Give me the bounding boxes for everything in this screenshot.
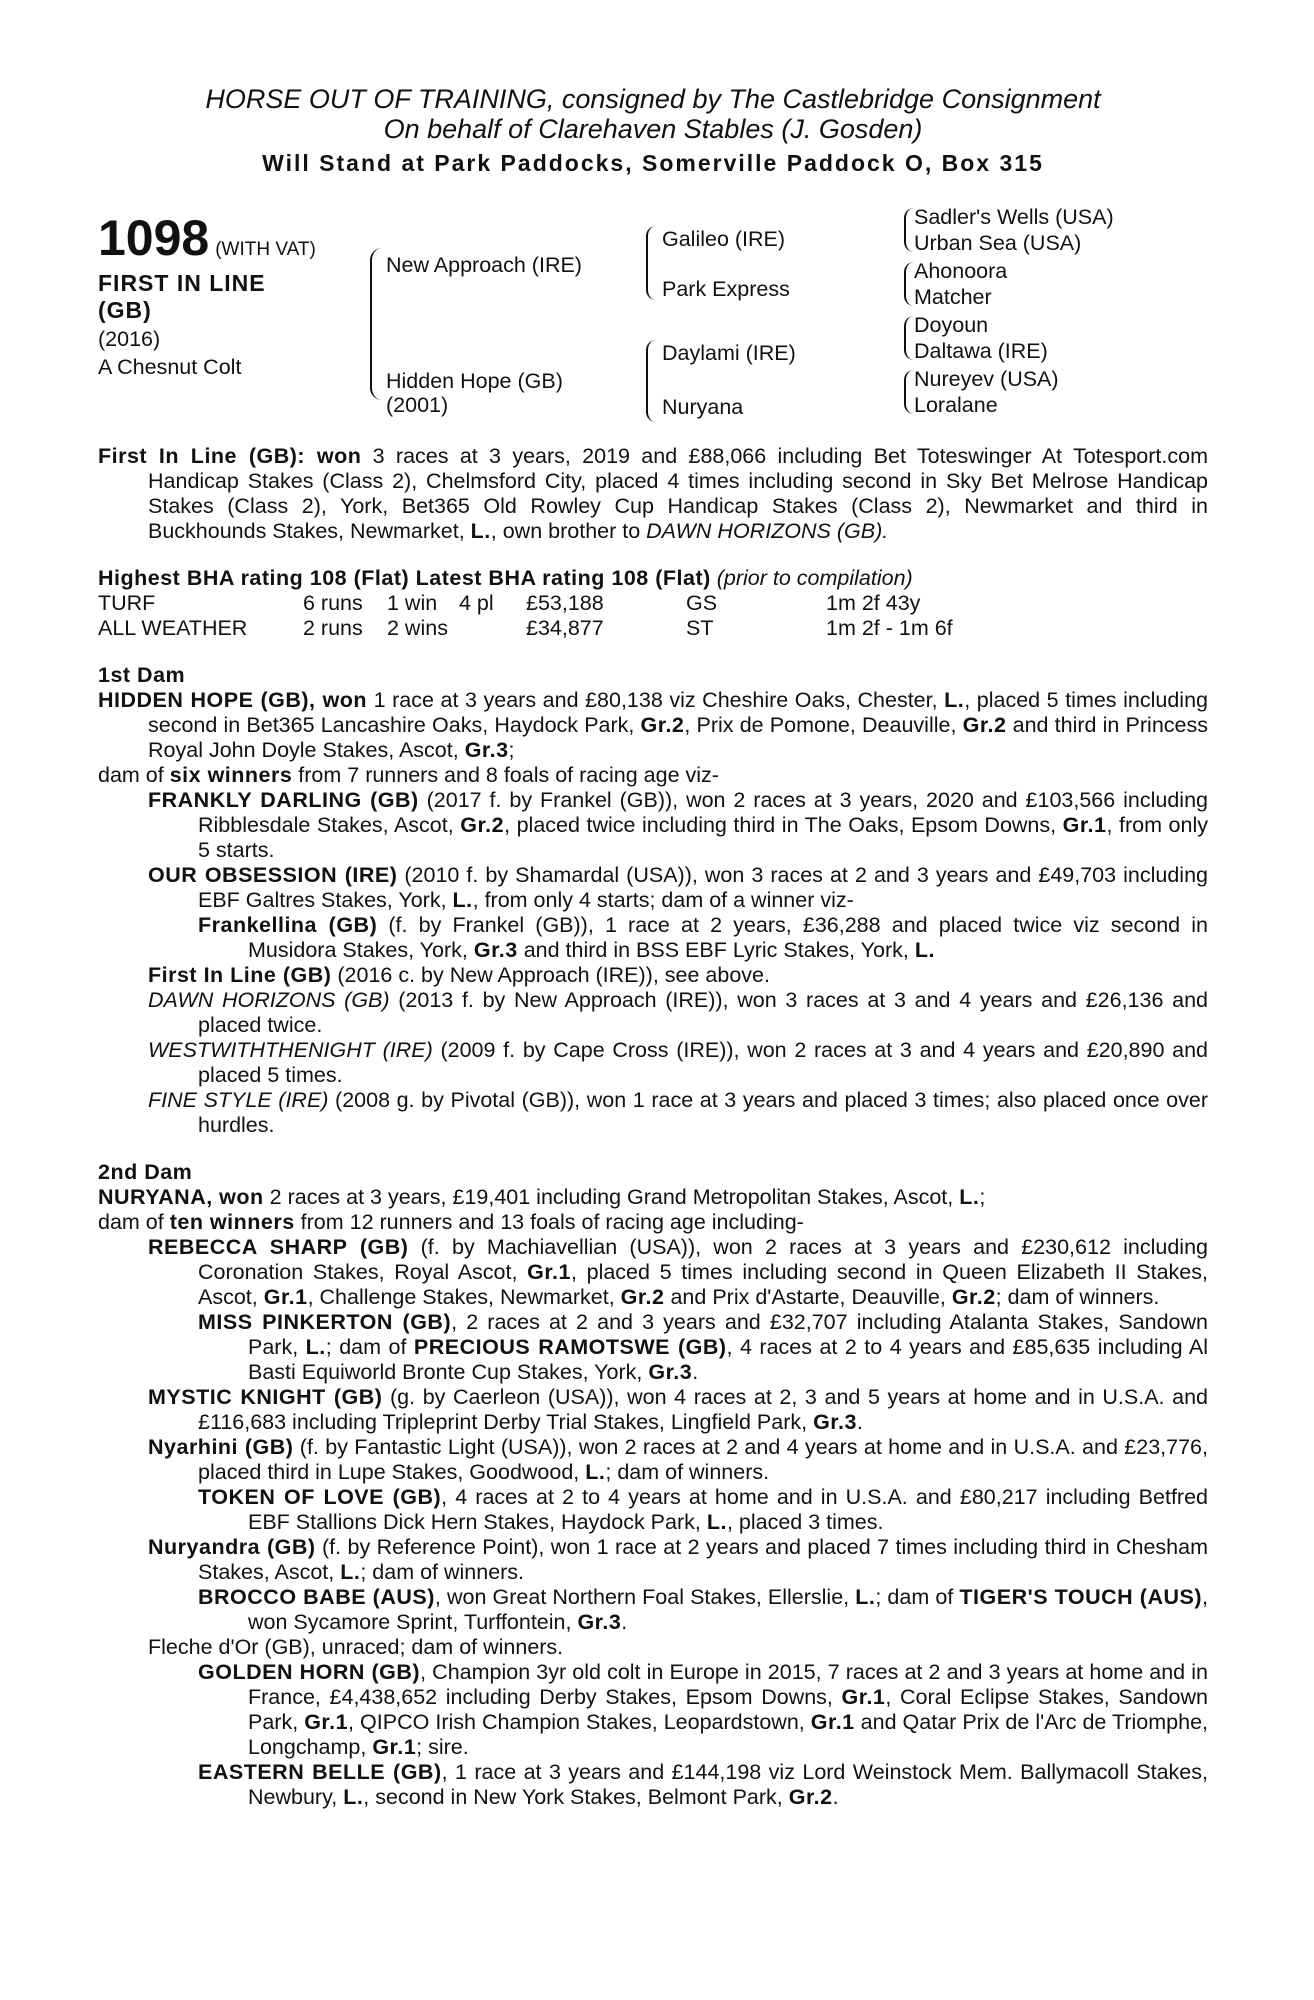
second-dam-record: NURYANA, won 2 races at 3 years, £19,401 including Grand Metropolitan Stakes, Ascot, L.; — [98, 1185, 986, 1209]
sire-sire: Galileo (IRE) — [662, 227, 786, 251]
list-item: EASTERN BELLE (GB), 1 race at 3 years and £144,198 viz Lord Weinstock Mem. Ballymacoll Stakes, Newbury, L., second in New York Stakes, Belmont Park, Gr.2. — [198, 1760, 1208, 1809]
dam-dam: Nuryana — [662, 395, 744, 419]
list-item: REBECCA SHARP (GB) (f. by Machiavellian (USA)), won 2 races at 3 years and £230,612 including Coronation Stakes, Royal Ascot, Gr.1, placed 5 times including second in Queen Elizabeth II Stakes, Ascot, Gr.1, Challenge Stakes, Newmarket, Gr.2 and Prix d'Astarte, Deauville, Gr.2; dam of winners. — [148, 1235, 1209, 1309]
dam-sire: Daylami (IRE) — [662, 341, 796, 365]
list-item: GOLDEN HORN (GB), Champion 3yr old colt in Europe in 2015, 7 races at 2 and 3 years at home and in France, £4,438,652 including Derby Stakes, Epsom Downs, Gr.1, Coral Eclipse Stakes, Sandown Park, Gr.1, QIPCO Irish Champion Stakes, Leopardstown, Gr.1 and Qatar Prix de l'Arc de Triomphe, Longchamp, Gr.1; sire. — [198, 1660, 1208, 1759]
lot-number: 1098 — [98, 210, 210, 266]
gs-bracket-2 — [904, 262, 914, 306]
sire-sire-dam: Urban Sea (USA) — [914, 231, 1082, 255]
ratings-block — [98, 566, 1208, 641]
dam-sire-sire: Doyoun — [914, 313, 989, 337]
list-item: MISS PINKERTON (GB), 2 races at 2 and 3 years and £32,707 including Atalanta Stakes, Sandown Park, L.; dam of PRECIOUS RAMOTSWE (GB), 4 races at 2 to 4 years and £85,635 including Al Basti Equiworld Bronte Cup Stakes, York, Gr.3. — [198, 1310, 1208, 1384]
list-item: FRANKLY DARLING (GB) (2017 f. by Frankel (GB)), won 2 races at 3 years, 2020 and £103,566 including Ribblesdale Stakes, Ascot, Gr.2, placed twice including third in The Oaks, Epsom Downs, Gr.1, from only 5 starts. — [148, 788, 1208, 862]
first-dam-heading: 1st Dam — [98, 663, 186, 687]
sire-sire-sire: Sadler's Wells (USA) — [914, 205, 1114, 229]
behalf-line: On behalf of Clarehaven Stables (J. Gosden) — [383, 114, 923, 144]
list-item: Frankellina (GB) (f. by Frankel (GB)), 1 race at 2 years, £36,288 and placed twice viz second in Musidora Stakes, York, Gr.3 and third in BSS EBF Lyric Stakes, York, L. — [198, 913, 1208, 962]
sire-dam: Park Express — [662, 277, 790, 301]
sire-bracket — [646, 226, 656, 300]
gs-bracket-4 — [904, 370, 914, 414]
rating-line: Highest BHA rating 108 (Flat) Latest BHA rating 108 (Flat) — [98, 566, 711, 590]
list-item: BROCCO BABE (AUS), won Great Northern Foal Stakes, Ellerslie, L.; dam of TIGER'S TOUCH (AUS), won Sycamore Sprint, Turffontein, Gr.3. — [198, 1585, 1209, 1634]
dam-sire-dam: Daltawa (IRE) — [914, 339, 1048, 363]
gs-bracket-3 — [904, 316, 914, 360]
list-item: Fleche d'Or (GB), unraced; dam of winners. — [148, 1635, 564, 1659]
list-item: MYSTIC KNIGHT (GB) (g. by Caerleon (USA)), won 4 races at 2, 3 and 5 years at home and in U.S.A. and £116,683 including Tripleprint Derby Trial Stakes, Lingfield Park, Gr.3. — [148, 1385, 1208, 1434]
second-dam-heading: 2nd Dam — [98, 1160, 193, 1184]
list-item: DAWN HORIZONS (GB) (2013 f. by New Approach (IRE)), won 3 races at 3 and 4 years and £26,136 and placed twice. — [148, 988, 1208, 1037]
vat-note: (WITH VAT) — [215, 239, 316, 260]
first-dam-section — [98, 663, 1208, 1138]
first-dam-record: HIDDEN HOPE (GB), won 1 race at 3 years and £80,138 viz Cheshire Oaks, Chester, L., placed 5 times including second in Bet365 Lancashire Oaks, Haydock Park, Gr.2, Prix de Pomone, Deauville, Gr.2 and third in Princess Royal John Doyle Stakes, Ascot, Gr.3; — [98, 688, 1208, 762]
list-item: Nuryandra (GB) (f. by Reference Point), won 1 race at 2 years and placed 7 times including third in Chesham Stakes, Ascot, L.; dam of winners. — [148, 1535, 1208, 1584]
dam-dam-dam: Loralane — [914, 393, 998, 417]
list-item: TOKEN OF LOVE (GB), 4 races at 2 to 4 years at home and in U.S.A. and £80,217 including Betfred EBF Stallions Dick Hern Stakes, Haydock Park, L., placed 3 times. — [198, 1485, 1208, 1534]
sire-dam-dam: Matcher — [914, 285, 992, 309]
race-summary: First In Line (GB): won 3 races at 3 years, 2019 and £88,066 including Bet Toteswinger At Totesport.com Handicap Stakes (Class 2), Chelmsford City, placed 4 times including second in Sky Bet Melrose Handicap Stakes (Class 2), York, Bet365 Old Rowley Cup Handicap Stakes (Class 2), Newmarket and third in Buckhounds Stakes, Newmarket, L., own brother to DAWN HORIZONS (GB). — [98, 444, 1208, 543]
pedigree-table — [98, 204, 1208, 444]
sire-dam-bracket — [370, 248, 382, 400]
stats-table — [98, 591, 953, 641]
table-row: ALL WEATHER 2 runs 2 wins £34,877 ST 1m 2f - 1m 6f — [98, 616, 953, 640]
gs-bracket-1 — [904, 208, 914, 252]
horse-description: A Chesnut Colt — [98, 355, 242, 379]
list-item: Nyarhini (GB) (f. by Fantastic Light (USA)), won 2 races at 2 and 4 years at home and in U.S.A. and £23,776, placed third in Lupe Stakes, Goodwood, L.; dam of winners. — [148, 1435, 1208, 1484]
list-item: WESTWITHTHENIGHT (IRE) (2009 f. by Cape Cross (IRE)), won 2 races at 3 and 4 years and £20,890 and placed 5 times. — [148, 1038, 1208, 1087]
dam-bracket — [646, 340, 656, 422]
catalogue-page — [98, 84, 1208, 1810]
table-row: TURF 6 runs 1 win 4 pl £53,188 GS 1m 2f 43y — [98, 591, 921, 615]
dam-year: (2001) — [386, 393, 449, 417]
second-dam-section — [98, 1160, 1208, 1810]
second-dam-produce: dam of ten winners from 12 runners and 13 foals of racing age including- — [98, 1210, 804, 1234]
stand-line: Will Stand at Park Paddocks, Somerville Paddock O, Box 315 — [262, 150, 1044, 176]
horse-year: (2016) — [98, 327, 161, 351]
consignor-line: HORSE OUT OF TRAINING, consigned by The Castlebridge Consignment — [205, 84, 1101, 114]
sire-dam-sire: Ahonoora — [914, 259, 1008, 283]
rating-note: (prior to compilation) — [716, 566, 913, 590]
first-dam-produce: dam of six winners from 7 runners and 8 foals of racing age viz- — [98, 763, 719, 787]
horse-name: FIRST IN LINE (GB) — [98, 270, 266, 323]
dam: Hidden Hope (GB) — [386, 369, 563, 393]
list-item: OUR OBSESSION (IRE) (2010 f. by Shamardal (USA)), won 3 races at 2 and 3 years and £49,703 including EBF Galtres Stakes, York, L., from only 4 starts; dam of a winner viz- — [148, 863, 1208, 912]
lot-block — [98, 212, 316, 264]
dam-dam-sire: Nureyev (USA) — [914, 367, 1059, 391]
list-item: FINE STYLE (IRE) (2008 g. by Pivotal (GB)), won 1 race at 3 years and placed 3 times; also placed once over hurdles. — [148, 1088, 1208, 1137]
sire: New Approach (IRE) — [386, 253, 582, 277]
list-item: First In Line (GB) (2016 c. by New Approach (IRE)), see above. — [148, 963, 770, 987]
